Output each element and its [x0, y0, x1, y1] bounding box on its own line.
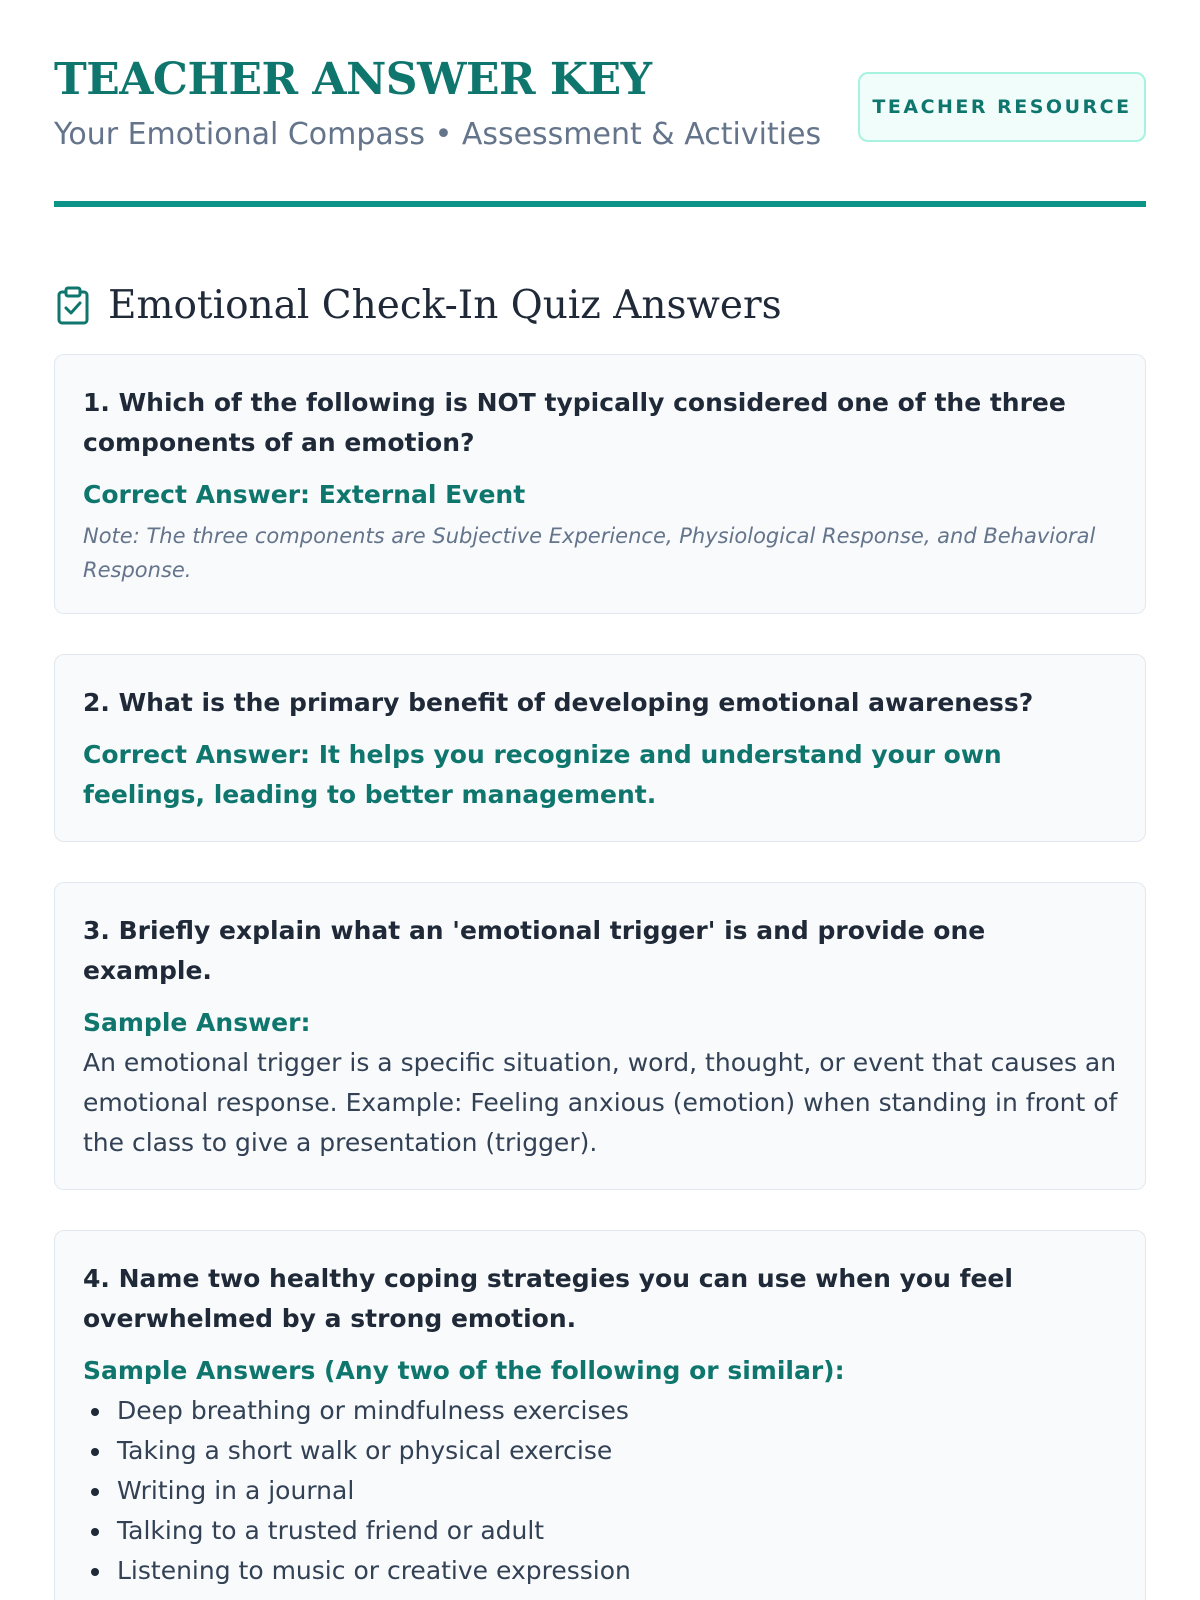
clipboard-check-icon	[54, 285, 92, 325]
question-text: 4. Name two healthy coping strategies you can use when you feel overwhelmed by a strong emotion.	[83, 1264, 1013, 1333]
sample-answer-text: An emotional trigger is a specific situation, word, thought, or event that causes an emotional response. Example: Feeling anxious (emotion) when standing in front of the class to give a presentation (trigger).	[83, 1048, 1118, 1157]
correct-answer: Correct Answer: External Event	[83, 480, 526, 509]
page-header	[54, 0, 1146, 208]
list-item: Deep breathing or mindfulness exercises	[83, 1391, 1119, 1431]
sample-answer-label: Sample Answer:	[83, 1008, 311, 1037]
list-item: Listening to music or creative expression	[83, 1551, 1119, 1591]
list-item: Taking a short walk or physical exercise	[83, 1431, 1119, 1471]
question-card-4	[54, 1230, 1146, 1600]
list-item: Writing in a journal	[83, 1471, 1119, 1511]
question-card-3	[54, 882, 1146, 1190]
coping-strategies-list	[83, 1391, 1119, 1591]
answer-note: Note: The three components are Subjective Experience, Physiological Response, and Behavioral Response.	[83, 524, 1096, 582]
list-item: Talking to a trusted friend or adult	[83, 1511, 1119, 1551]
section-heading	[54, 260, 1146, 350]
question-card-2	[54, 654, 1146, 842]
sample-answers-label: Sample Answers (Any two of the following or similar):	[83, 1356, 845, 1385]
question-text: 1. Which of the following is NOT typically considered one of the three components of an emotion?	[83, 388, 1066, 457]
header-divider	[54, 201, 1146, 207]
section-title: Emotional Check-In Quiz Answers	[108, 282, 782, 328]
page-title: TEACHER ANSWER KEY	[54, 54, 652, 105]
question-text: 2. What is the primary benefit of developing emotional awareness?	[83, 688, 1034, 717]
teacher-resource-badge: TEACHER RESOURCE	[858, 72, 1146, 142]
question-card-1	[54, 354, 1146, 614]
correct-answer: Correct Answer: It helps you recognize and understand your own feelings, leading to better management.	[83, 740, 1002, 809]
question-text: 3. Briefly explain what an 'emotional trigger' is and provide one example.	[83, 916, 986, 985]
page-subtitle: Your Emotional Compass • Assessment & Activities	[54, 117, 822, 152]
